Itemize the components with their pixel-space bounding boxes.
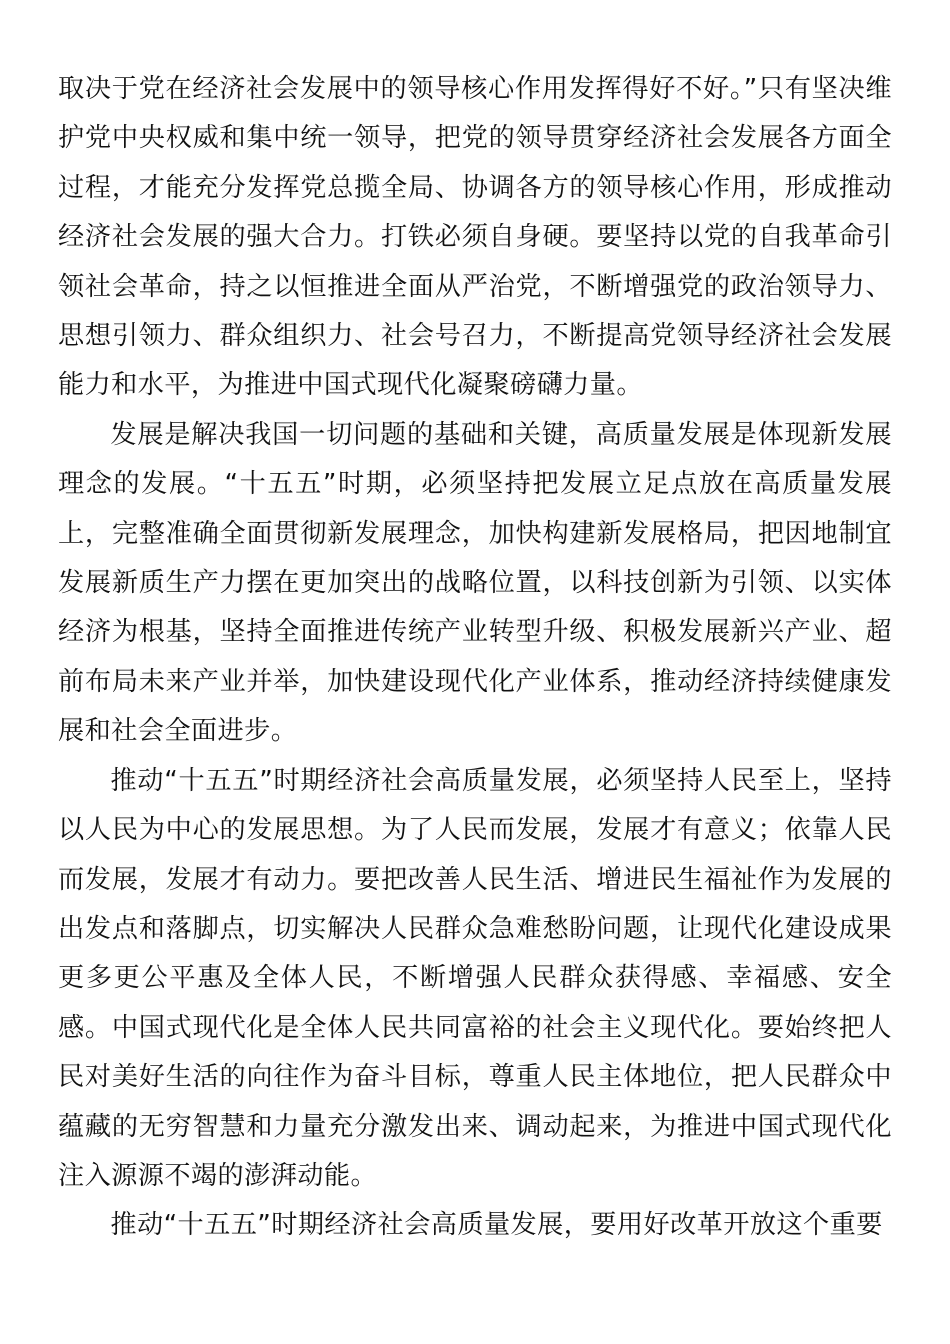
paragraph-1: 取决于党在经济社会发展中的领导核心作用发挥得好不好。”只有坚决维护党中央权威和集中统一领导，把党的领导贯穿经济社会发展各方面全过程，才能充分发挥党总揽全局、协调各方的领导核心作用，形成推动经济社会发展的强大合力。打铁必须自身硬。要坚持以党的自我革命引领社会革命，持之以恒推进全面从严治党，不断增强党的政治领导力、思想引领力、群众组织力、社会号召力，不断提高党领导经济社会发展能力和水平，为推进中国式现代化凝聚磅礴力量。 (58, 74, 892, 401)
paragraph-4: 推动“十五五”时期经济社会高质量发展，要用好改革开放这个重要 (110, 1210, 883, 1241)
document-page (58, 65, 892, 1251)
paragraph-3: 推动“十五五”时期经济社会高质量发展，必须坚持人民至上，坚持以人民为中心的发展思想。为了人民而发展，发展才有意义；依靠人民而发展，发展才有动力。要把改善人民生活、增进民生福祉作为发展的出发点和落脚点，切实解决人民群众急难愁盼问题，让现代化建设成果更多更公平惠及全体人民，不断增强人民群众获得感、幸福感、安全感。中国式现代化是全体人民共同富裕的社会主义现代化。要始终把人民对美好生活的向往作为奋斗目标，尊重人民主体地位，把人民群众中蕴藏的无穷智慧和力量充分激发出来、调动起来，为推进中国式现代化注入源源不竭的澎湃动能。 (58, 765, 892, 1191)
paragraph-2: 发展是解决我国一切问题的基础和关键，高质量发展是体现新发展理念的发展。“十五五”时期，必须坚持把发展立足点放在高质量发展上，完整准确全面贯彻新发展理念，加快构建新发展格局，把因地制宜发展新质生产力摆在更加突出的战略位置，以科技创新为引领、以实体经济为根基，坚持全面推进传统产业转型升级、积极发展新兴产业、超前布局未来产业并举，加快建设现代化产业体系，推动经济持续健康发展和社会全面进步。 (58, 419, 892, 747)
